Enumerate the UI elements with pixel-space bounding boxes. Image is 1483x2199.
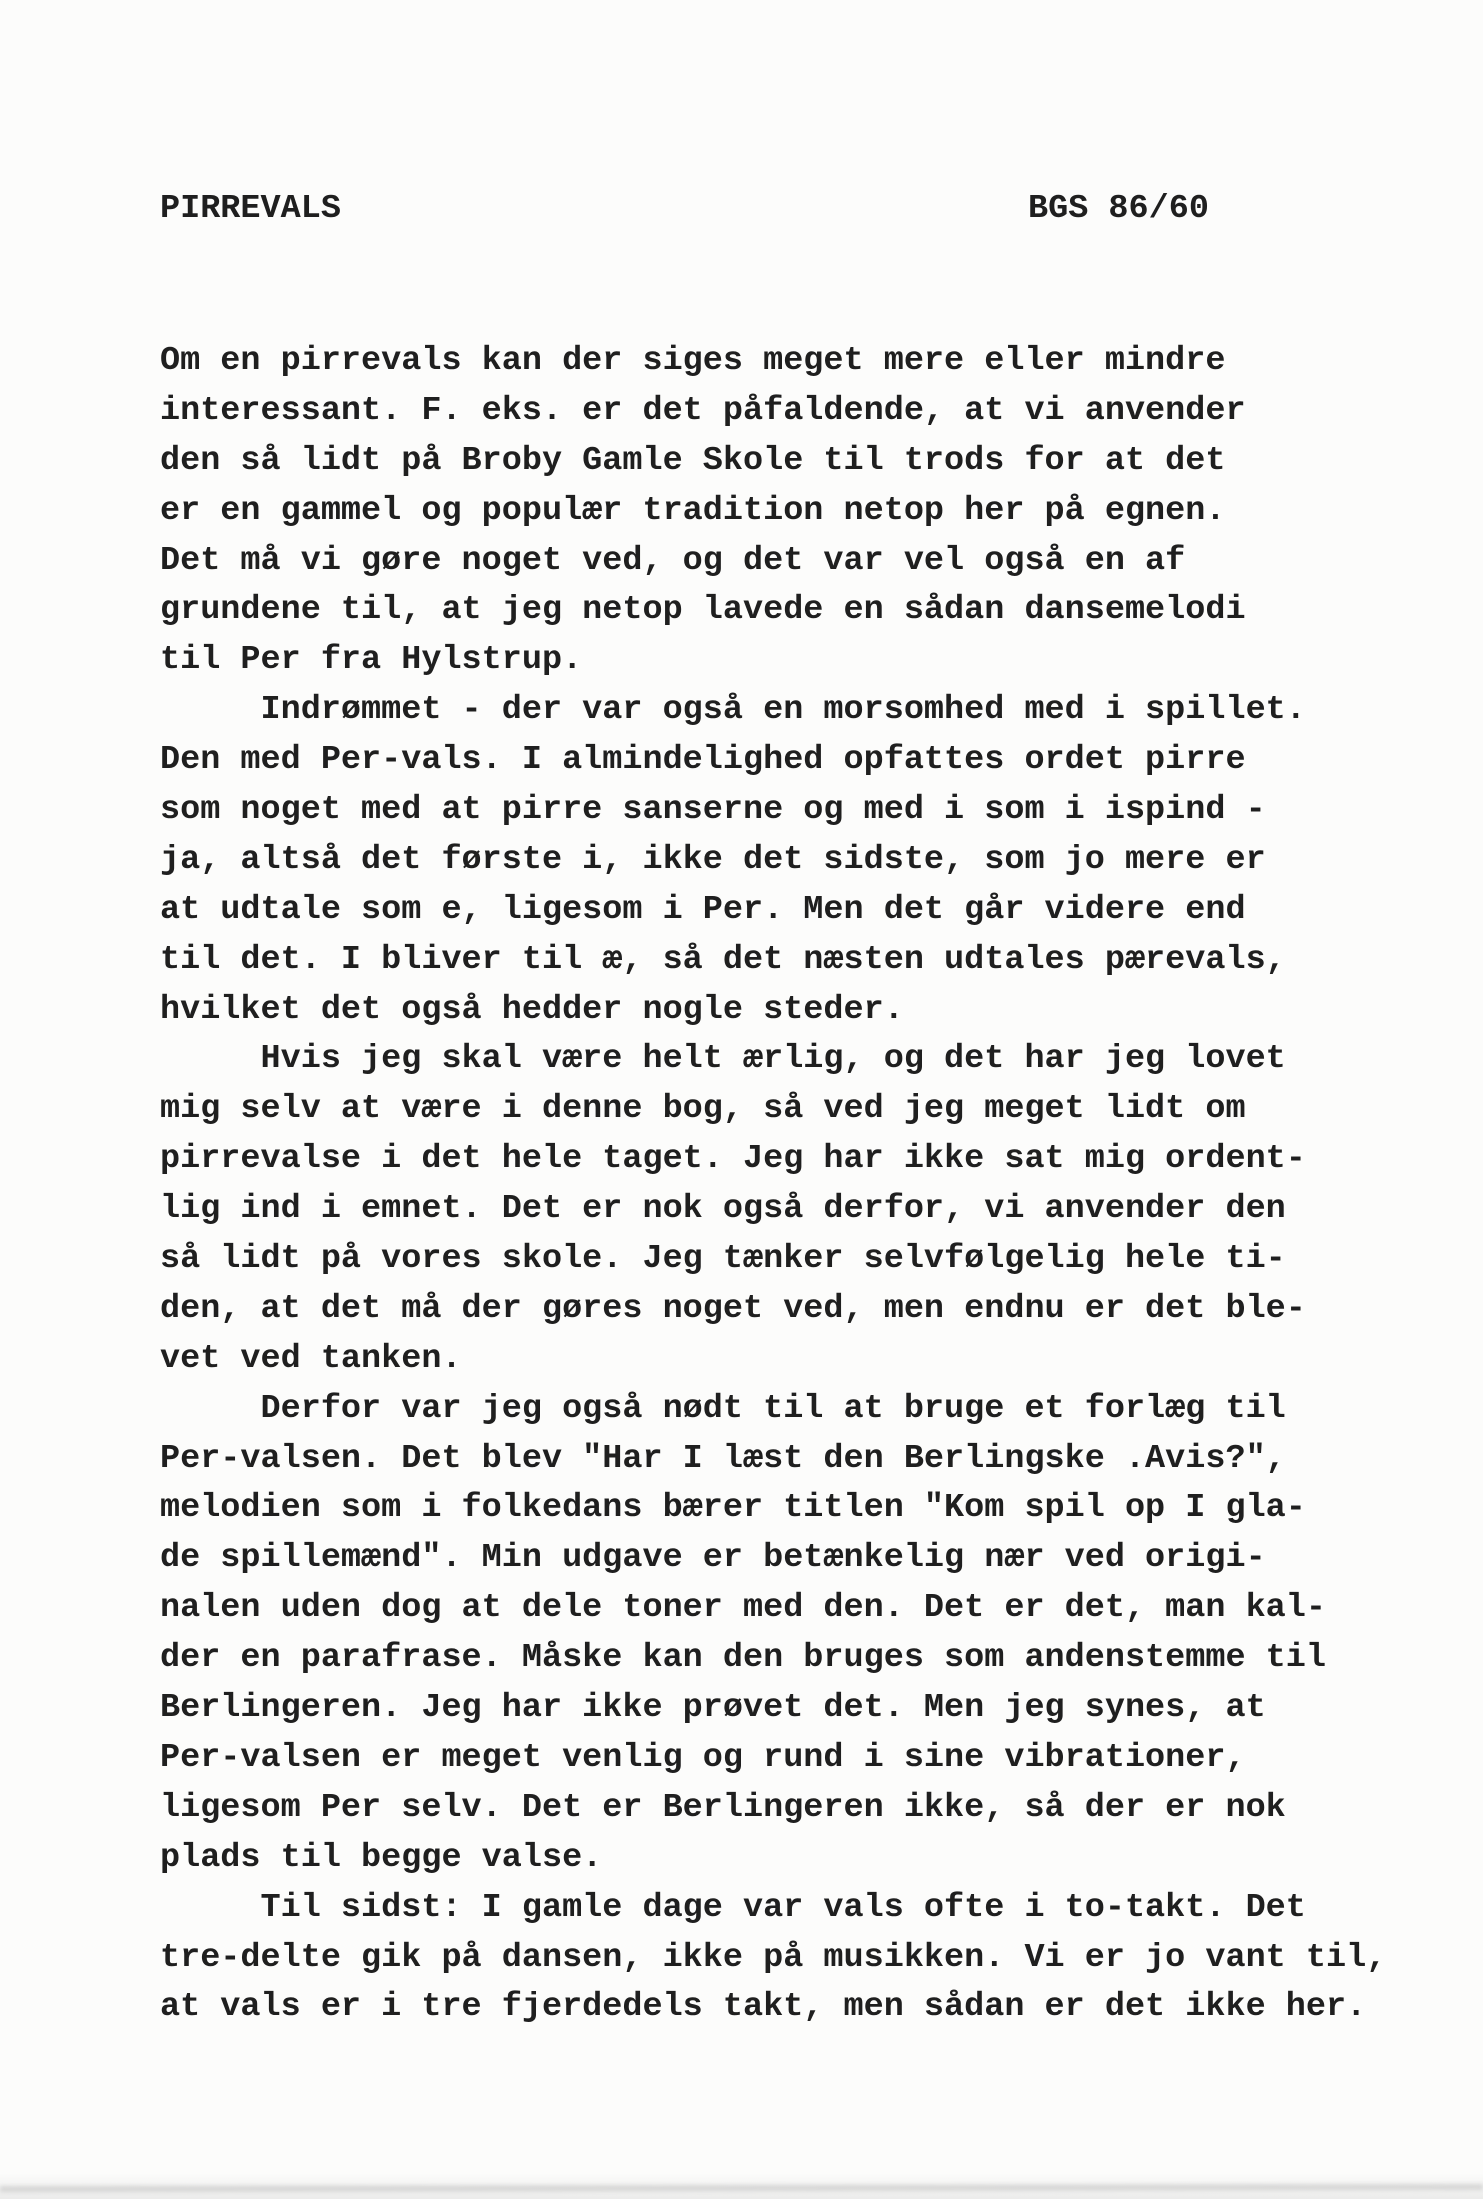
text-line: ligesom Per selv. Det er Berlingeren ikke, så der er nok [160,1788,1286,1827]
text-line: tre-delte gik på dansen, ikke på musikken. Vi er jo vant til, [160,1938,1387,1977]
text-line: Til sidst: I gamle dage var vals ofte i to-takt. Det [160,1888,1306,1927]
text-line: den så lidt på Broby Gamle Skole til trods for at det [160,441,1226,480]
text-line: plads til begge valse. [160,1838,603,1877]
text-line: til Per fra Hylstrup. [160,641,583,680]
text-line: mig selv at være i denne bog, så ved jeg meget lidt om [160,1090,1246,1129]
text-line: Derfor var jeg også nødt til at bruge et forlæg til [160,1389,1286,1428]
text-line: så lidt på vores skole. Jeg tænker selvfølgelig hele ti- [160,1240,1286,1279]
text-line: er en gammel og populær tradition netop her på egnen. [160,491,1226,530]
text-line: Den med Per-vals. I almindelighed opfattes ordet pirre [160,741,1246,780]
page-title: PIRREVALS [160,190,341,228]
text-line: den, at det må der gøres noget ved, men endnu er det ble- [160,1289,1306,1328]
text-line: at vals er i tre fjerdedels takt, men sådan er det ikke her. [160,1988,1367,2027]
text-line: de spillemænd". Min udgave er betænkelig nær ved origi- [160,1539,1266,1578]
document-body [160,337,1386,2033]
text-line: pirrevalse i det hele taget. Jeg har ikke sat mig ordent- [160,1140,1306,1179]
text-line: lig ind i emnet. Det er nok også derfor, vi anvender den [160,1190,1286,1229]
text-line: grundene til, at jeg netop lavede en sådan dansemelodi [160,591,1246,630]
text-line: at udtale som e, ligesom i Per. Men det går videre end [160,890,1246,929]
text-line: Per-valsen. Det blev "Har I læst den Berlingske .Avis?", [160,1439,1286,1478]
text-line: interessant. F. eks. er det påfaldende, at vi anvender [160,391,1246,430]
text-line: Indrømmet - der var også en morsomhed med i spillet. [160,691,1306,730]
text-line: Berlingeren. Jeg har ikke prøvet det. Men jeg synes, at [160,1689,1266,1728]
text-line: Hvis jeg skal være helt ærlig, og det har jeg lovet [160,1040,1286,1079]
text-line: ja, altså det første i, ikke det sidste, som jo mere er [160,840,1266,879]
text-line: Om en pirrevals kan der siges meget mere eller mindre [160,342,1226,380]
text-line: til det. I bliver til æ, så det næsten udtales pærevals, [160,940,1286,979]
text-line: Per-valsen er meget venlig og rund i sine vibrationer, [160,1738,1246,1777]
text-line: vet ved tanken. [160,1339,462,1378]
text-line: Det må vi gøre noget ved, og det var vel også en af [160,541,1186,580]
text-line: melodien som i folkedans bærer titlen "Kom spil op I gla- [160,1489,1306,1528]
text-line: der en parafrase. Måske kan den bruges som andenstemme til [160,1639,1326,1678]
document-reference: BGS 86/60 [1028,190,1209,228]
text-line: som noget med at pirre sanserne og med i som i ispind - [160,791,1266,830]
text-line: hvilket det også hedder nogle steder. [160,990,904,1029]
text-line: nalen uden dog at dele toner med den. Det er det, man kal- [160,1589,1326,1628]
